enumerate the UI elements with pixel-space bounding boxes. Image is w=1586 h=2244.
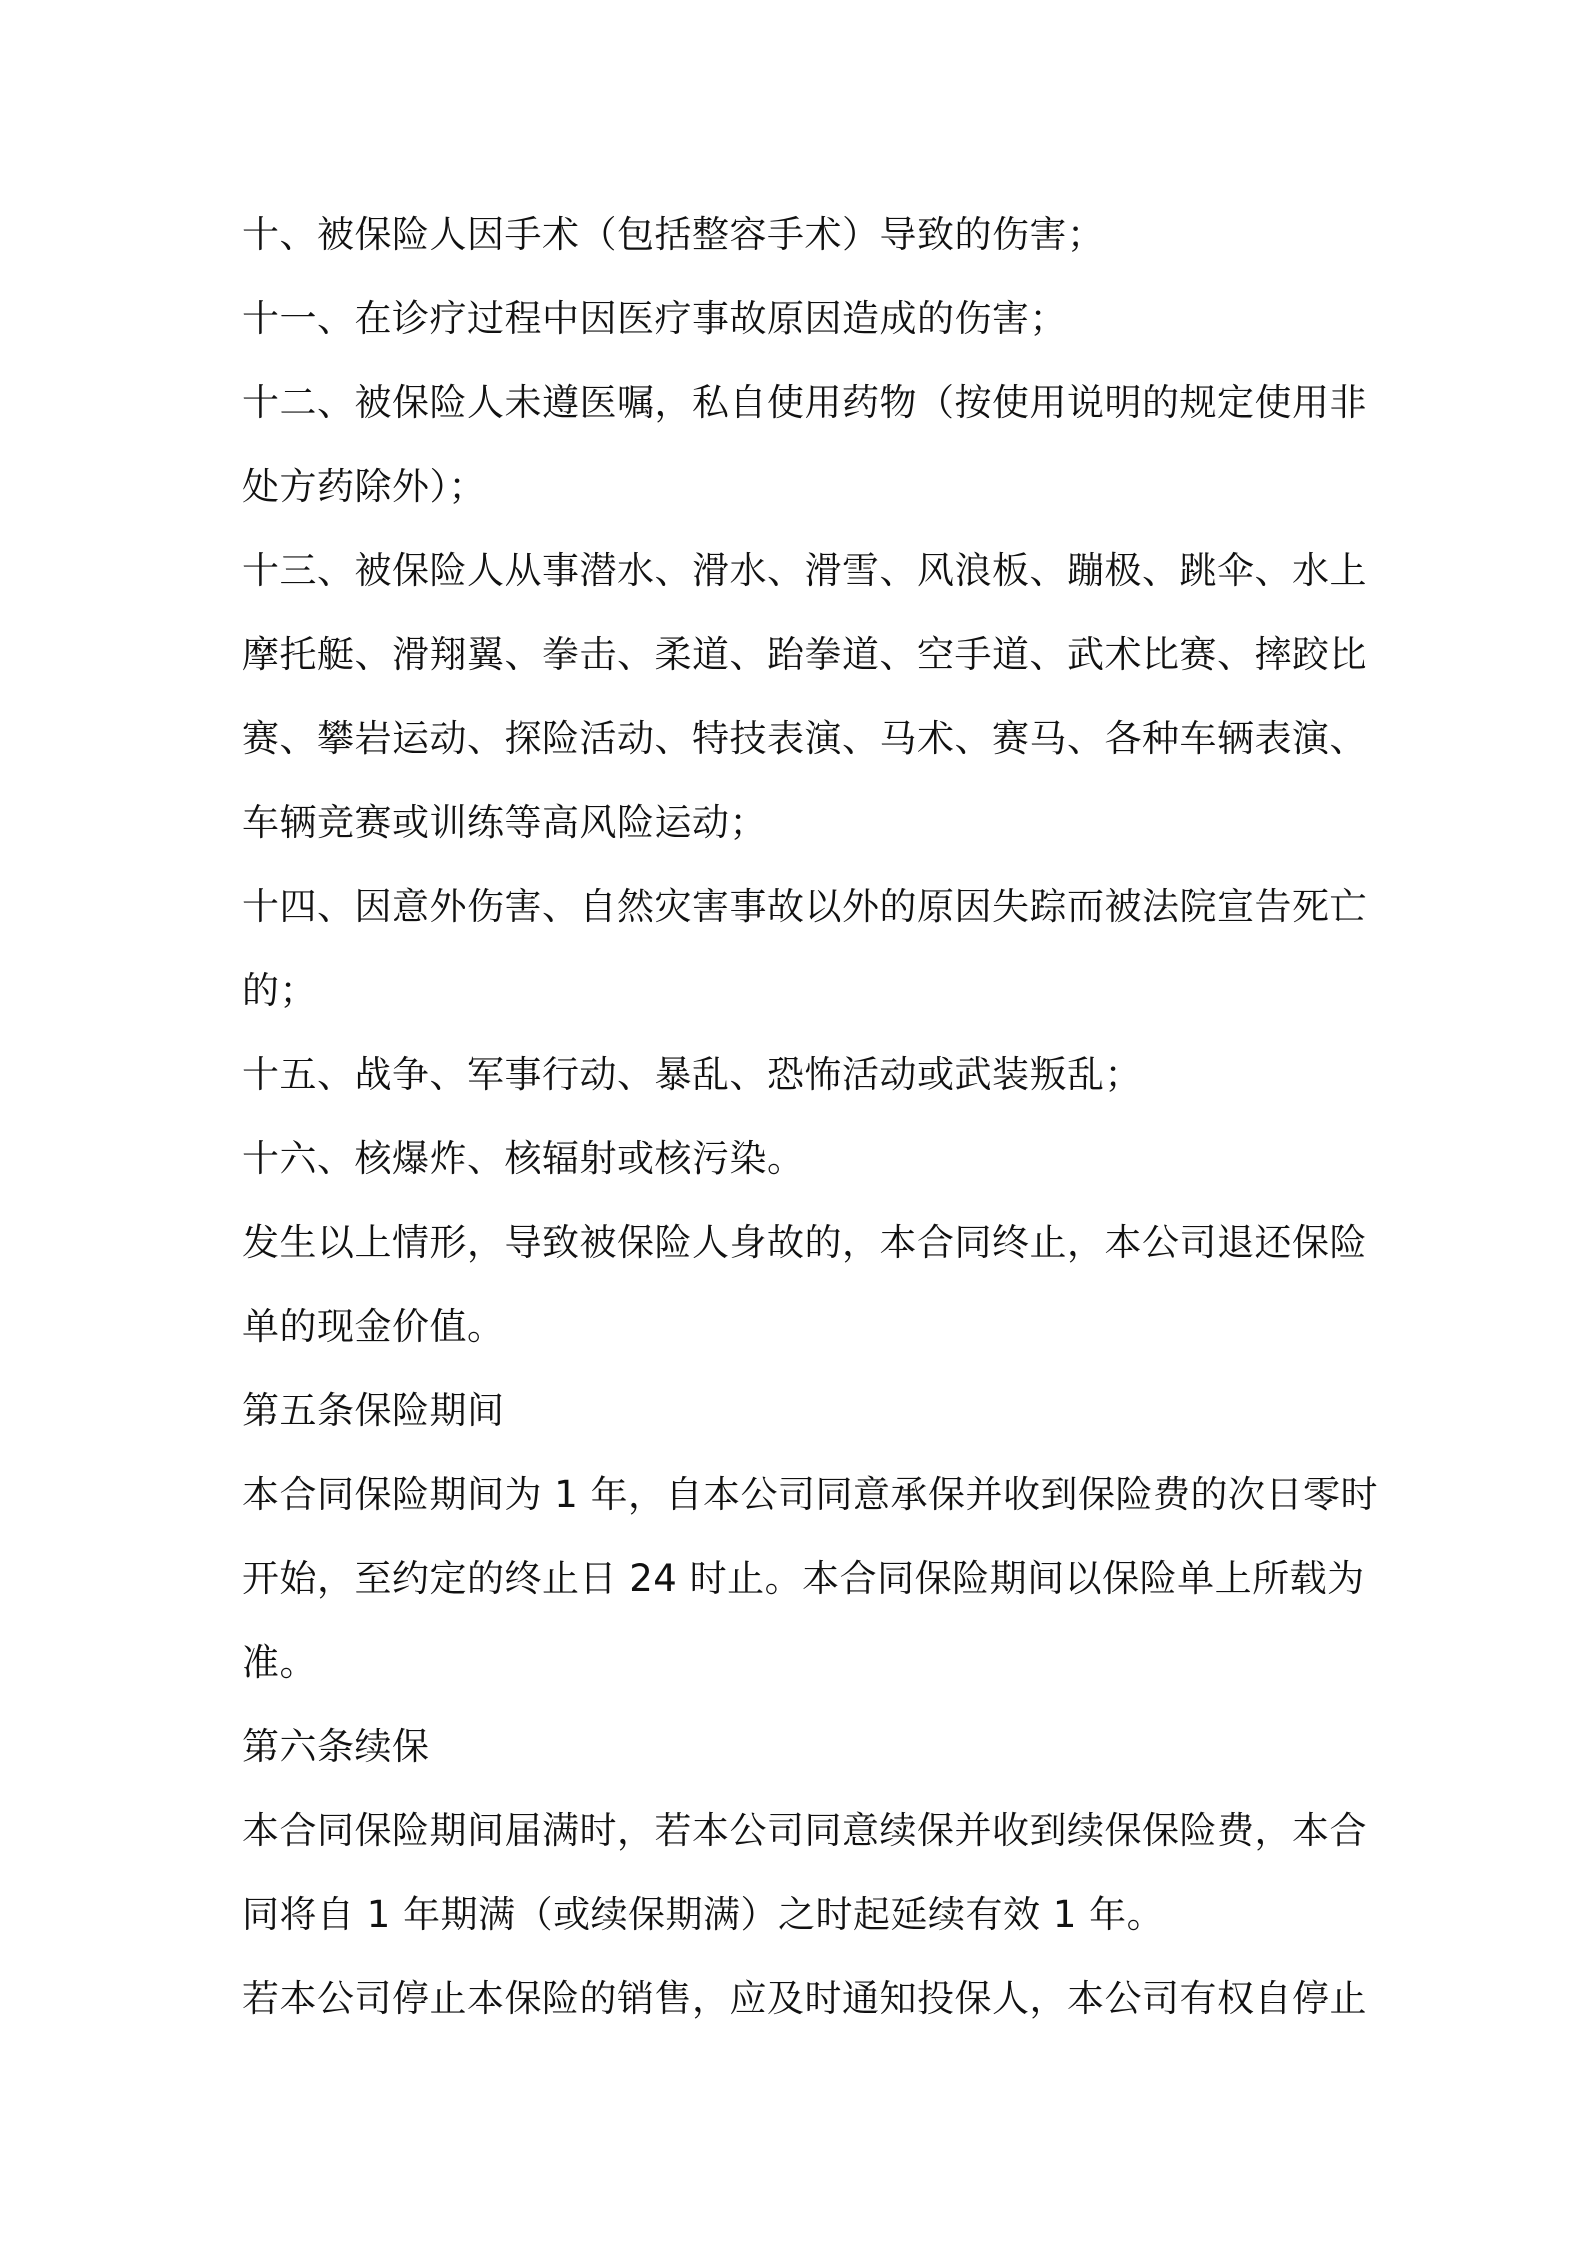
clause-13-line-4: 车辆竞赛或训练等高风险运动； <box>242 801 767 844</box>
article-5-line-3: 准。 <box>242 1641 317 1684</box>
clause-15-line: 十五、战争、军事行动、暴乱、恐怖活动或武装叛乱； <box>242 1053 1142 1096</box>
clause-14-line-2: 的； <box>242 969 317 1012</box>
clause-11-line: 十一、在诊疗过程中因医疗事故原因造成的伤害； <box>242 297 1067 340</box>
article-5-heading: 第五条保险期间 <box>242 1389 505 1432</box>
article-6-line-3: 若本公司停止本保险的销售，应及时通知投保人，本公司有权自停止 <box>242 1977 1367 2020</box>
article-6-heading: 第六条续保 <box>242 1725 430 1768</box>
article-6-line-1: 本合同保险期间届满时，若本公司同意续保并收到续保保险费，本合 <box>242 1809 1367 1852</box>
consequence-line-2: 单的现金价值。 <box>242 1305 505 1348</box>
clause-12-line-1: 十二、被保险人未遵医嘱，私自使用药物（按使用说明的规定使用非 <box>242 381 1367 424</box>
clause-16-line: 十六、核爆炸、核辐射或核污染。 <box>242 1137 805 1180</box>
clause-14-line-1: 十四、因意外伤害、自然灾害事故以外的原因失踪而被法院宣告死亡 <box>242 885 1367 928</box>
clause-13-line-1: 十三、被保险人从事潜水、滑水、滑雪、风浪板、蹦极、跳伞、水上 <box>242 549 1367 592</box>
clause-10-line: 十、被保险人因手术（包括整容手术）导致的伤害； <box>242 213 1105 256</box>
consequence-line-1: 发生以上情形，导致被保险人身故的，本合同终止，本公司退还保险 <box>242 1221 1367 1264</box>
article-6-line-2: 同将自 1 年期满（或续保期满）之时起延续有效 1 年。 <box>242 1893 1165 1936</box>
article-5-line-2: 开始，至约定的终止日 24 时止。本合同保险期间以保险单上所载为 <box>242 1557 1365 1600</box>
document-body <box>242 193 1379 2041</box>
clause-13-line-3: 赛、攀岩运动、探险活动、特技表演、马术、赛马、各种车辆表演、 <box>242 717 1367 760</box>
clause-12-line-2: 处方药除外）； <box>242 465 486 508</box>
clause-13-line-2: 摩托艇、滑翔翼、拳击、柔道、跆拳道、空手道、武术比赛、摔跤比 <box>242 633 1367 676</box>
article-5-line-1: 本合同保险期间为 1 年，自本公司同意承保并收到保险费的次日零时 <box>242 1473 1379 1516</box>
